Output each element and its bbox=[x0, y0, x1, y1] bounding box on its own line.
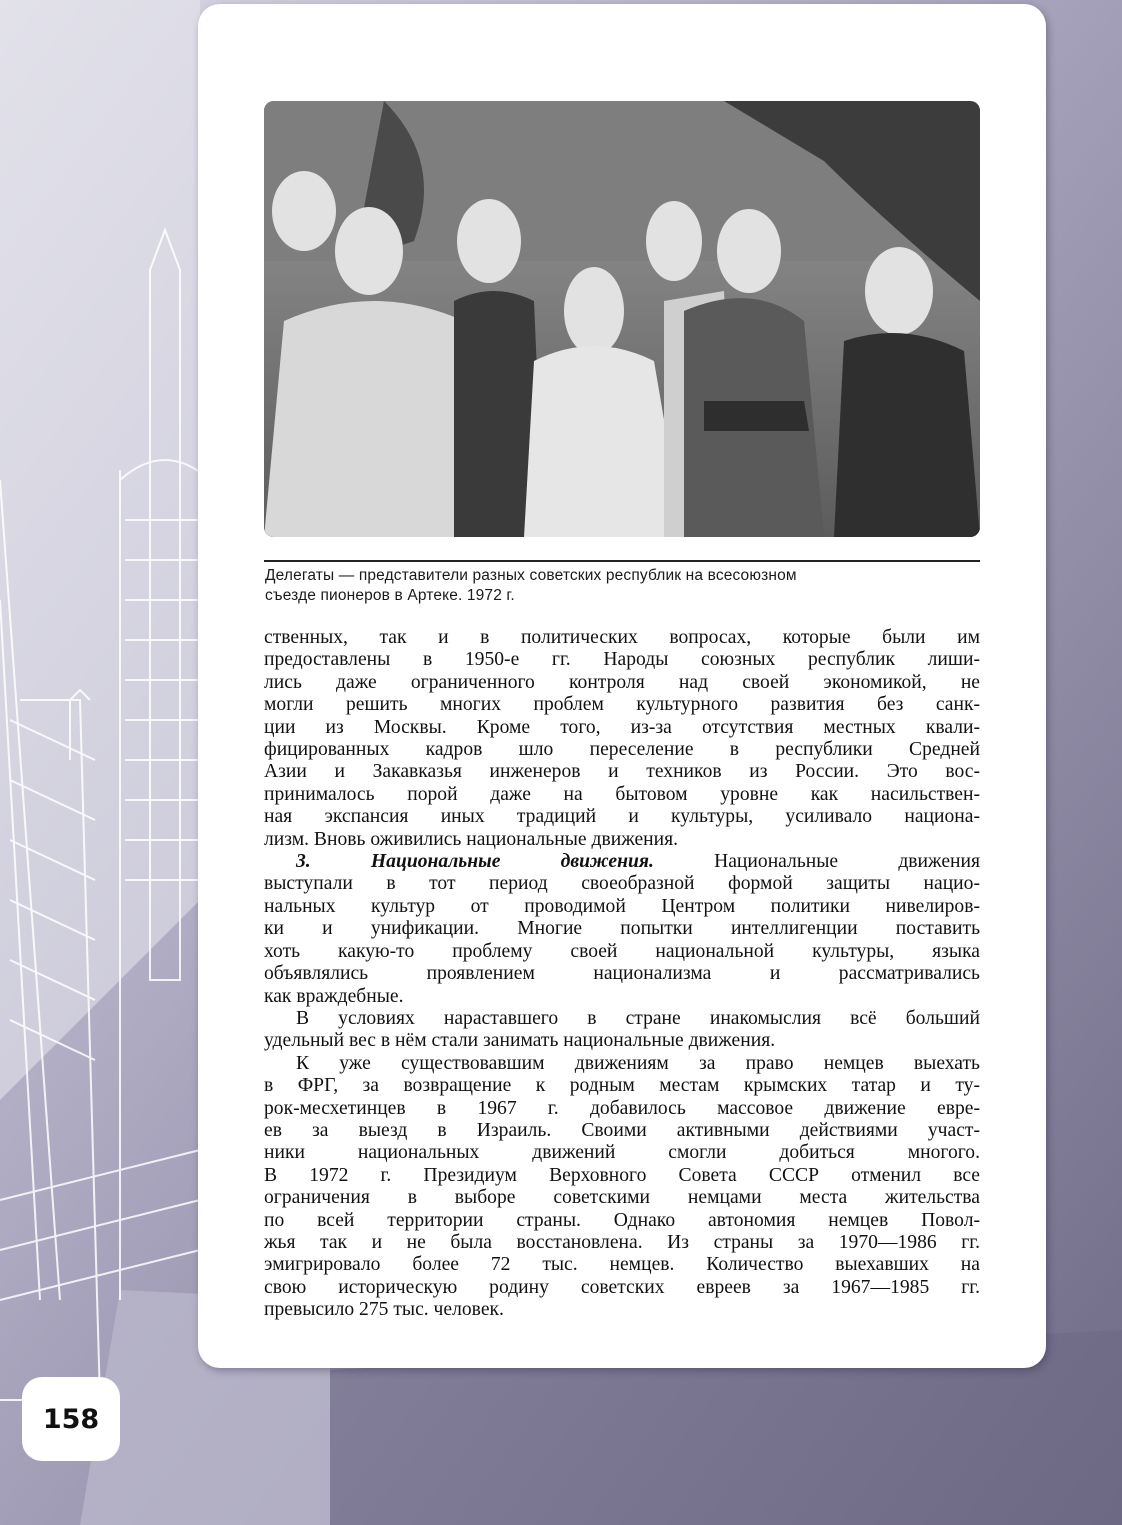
caption-rule bbox=[264, 560, 980, 562]
section-heading: 3. Национальные движения. bbox=[296, 851, 654, 873]
text-line: ев за выезд в Израиль. Своими активными действиями участ- bbox=[264, 1119, 980, 1141]
text-line: ники национальных движений смогли добиться многого. bbox=[264, 1142, 980, 1164]
text-line: могли решить многих проблем культурного развития без санк- bbox=[264, 694, 980, 716]
text-line: В условиях нараставшего в стране инакомыслия всё больший bbox=[296, 1007, 980, 1029]
text-line: превысило 275 тыс. человек. bbox=[264, 1299, 504, 1321]
text-line: удельный вес в нём стали занимать национальные движения. bbox=[264, 1030, 776, 1052]
body-text bbox=[264, 627, 980, 1322]
text-line: ственных, так и в политических вопросах, которые были им bbox=[264, 627, 980, 648]
page-number: 158 bbox=[42, 1403, 100, 1435]
text-line: по всей территории страны. Однако автономия немцев Повол- bbox=[264, 1209, 980, 1231]
page-number-badge bbox=[22, 1377, 120, 1461]
caption-line: Делегаты — представители разных советских республик на всесоюзном bbox=[265, 567, 797, 584]
text-line: ограничения в выборе советскими немцами места жительства bbox=[264, 1187, 980, 1209]
text-line: как враждебные. bbox=[264, 985, 404, 1007]
text-line: свою историческую родину советских евреев за 1967—1985 гг. bbox=[264, 1276, 980, 1298]
text-line: принималось порой даже на бытовом уровне как насильствен- bbox=[264, 783, 980, 805]
text-line: Национальные движения bbox=[653, 851, 980, 873]
text-line: выступали в тот период своеобразной формой защиты нацио- bbox=[264, 873, 980, 895]
text-line: предоставлены в 1950-е гг. Народы союзных республик лиши- bbox=[264, 649, 980, 671]
text-line: лись даже ограниченного контроля над своей экономикой, не bbox=[264, 671, 980, 693]
text-line: эмигрировало более 72 тыс. немцев. Количество выехавших на bbox=[264, 1254, 980, 1276]
photo-caption bbox=[265, 566, 965, 606]
text-line: ки и унификации. Многие попытки интеллигенции поставить bbox=[264, 918, 980, 940]
text-line: рок-месхетинцев в 1967 г. добавилось массовое движение евре- bbox=[264, 1097, 980, 1119]
photo-delegates bbox=[264, 101, 980, 537]
caption-line: съезде пионеров в Артеке. 1972 г. bbox=[265, 587, 515, 604]
text-line: нальных культур от проводимой Центром политики нивелиров- bbox=[264, 895, 980, 917]
text-line: хоть какую-то проблему своей национальной культуры, языка bbox=[264, 940, 980, 962]
text-line: в ФРГ, за возвращение к родным местам крымских татар и ту- bbox=[264, 1075, 980, 1097]
text-line: ная экспансия иных традиций и культуры, усиливало национа- bbox=[264, 806, 980, 828]
text-line: лизм. Вновь оживились национальные движения. bbox=[264, 828, 679, 850]
text-line: фицированных кадров шло переселение в республики Средней bbox=[264, 739, 980, 761]
text-line: ции из Москвы. Кроме того, из-за отсутствия местных квали- bbox=[264, 716, 980, 738]
text-line: жья так и не была восстановлена. Из страны за 1970—1986 гг. bbox=[264, 1231, 980, 1253]
text-line: Азии и Закавказья инженеров и техников из России. Это вос- bbox=[264, 761, 980, 783]
text-line: К уже существовавшим движениям за право немцев выехать bbox=[296, 1052, 980, 1074]
section-first-line bbox=[264, 851, 980, 873]
text-line: объявлялись проявлением национализма и рассматривались bbox=[264, 963, 980, 985]
text-line: В 1972 г. Президиум Верховного Совета СССР отменил все bbox=[264, 1164, 980, 1186]
